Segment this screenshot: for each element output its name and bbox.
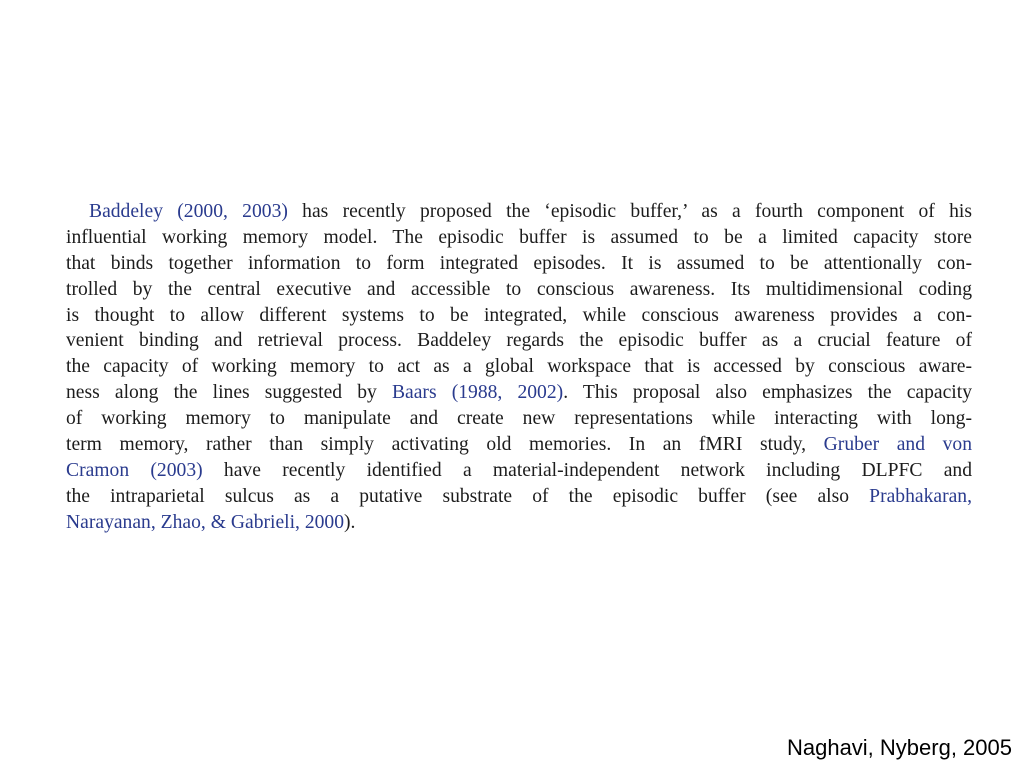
citation-prabhakaran-cont[interactable]: Narayanan, Zhao, & Gabrieli, 2000 <box>66 511 345 533</box>
source-attribution: Naghavi, Nyberg, 2005 <box>786 735 1012 760</box>
passage-line: of working memory to manipulate and create new representations while interacting with long- <box>66 408 972 430</box>
passage-line <box>66 484 972 510</box>
quoted-passage <box>66 199 972 536</box>
passage-text: . This proposal also emphasizes the capacity <box>563 382 972 404</box>
passage-text: ness along the lines suggested by <box>66 382 392 404</box>
passage-line <box>66 380 972 406</box>
passage-line: the capacity of working memory to act as a global workspace that is accessed by conscious aware- <box>66 356 972 378</box>
passage-line: that binds together information to form integrated episodes. It is assumed to be attentionally con- <box>66 252 972 274</box>
passage-line: trolled by the central executive and accessible to conscious awareness. Its multidimensional coding <box>66 278 972 300</box>
citation-gruber-von-cramon-cont[interactable]: Cramon (2003) <box>66 459 203 481</box>
passage-text: the intraparietal sulcus as a putative substrate of the episodic buffer (see also <box>66 485 870 507</box>
passage-line <box>66 199 972 225</box>
passage-line: is thought to allow different systems to be integrated, while conscious awareness provides a con- <box>66 304 972 326</box>
passage-line: influential working memory model. The episodic buffer is assumed to be a limited capacity store <box>66 226 972 248</box>
citation-prabhakaran[interactable]: Prabhakaran, <box>869 485 972 507</box>
citation-baddeley[interactable]: Baddeley (2000, 2003) <box>89 201 288 222</box>
passage-text: ). <box>344 511 356 533</box>
passage-line: venient binding and retrieval process. Baddeley regards the episodic buffer as a crucial feature of <box>66 330 972 352</box>
citation-baars[interactable]: Baars (1988, 2002) <box>391 382 564 404</box>
passage-text: term memory, rather than simply activating old memories. In an fMRI study, <box>66 434 824 456</box>
passage-line <box>66 510 972 536</box>
passage-line <box>66 432 972 458</box>
passage-text: have recently identified a material-independent network including DLPFC and <box>202 459 972 481</box>
passage-text: has recently proposed the ‘episodic buffer,’ as a fourth component of his <box>287 201 972 222</box>
passage-line <box>66 458 972 484</box>
citation-gruber-von-cramon[interactable]: Gruber and von <box>823 434 973 456</box>
